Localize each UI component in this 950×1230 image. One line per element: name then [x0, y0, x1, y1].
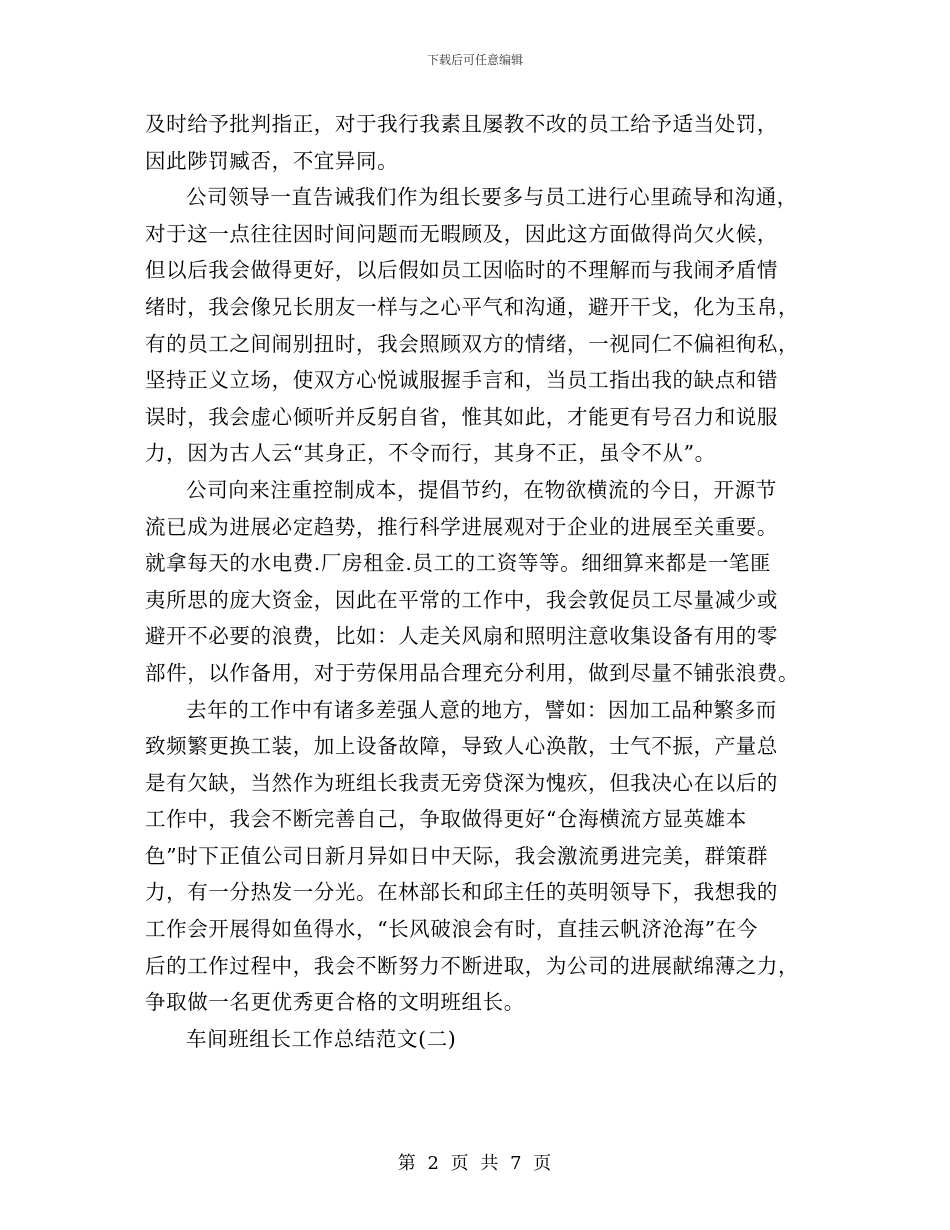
text-line: 色”时下正值公司日新月异如日中天际，我会激流勇进完美，群策群	[145, 843, 768, 868]
paragraph-start-line: 公司向来注重控制成本，提倡节约，在物欲横流的今日，开源节	[186, 477, 777, 502]
text-line: 力，有一分热发一分光。在林部长和邱主任的英明领导下，我想我的	[145, 880, 778, 905]
page-number: 第 2 页 共 7 页	[397, 1153, 553, 1174]
text-line: 是有欠缺，当然作为班组长我责无旁贷深为愧疚，但我决心在以后的	[145, 770, 778, 795]
paragraph-start-line: 去年的工作中有诸多差强人意的地方，譬如：因加工品种繁多而	[186, 697, 777, 722]
text-line: 对于这一点往往因时间问题而无暇顾及，因此这方面做得尚欠火候，	[145, 221, 778, 246]
text-line: 绪时，我会像兄长朋友一样与之心平气和沟通，避开干戈，化为玉帛，	[145, 294, 800, 319]
section-heading: 车间班组长工作总结范文(二)	[186, 1026, 457, 1051]
text-line: 致频繁更换工装，加上设备故障，导致人心涣散，士气不振，产量总	[145, 734, 778, 759]
page-header: 下载后可任意编辑	[426, 53, 523, 67]
text-line: 力，因为古人云“其身正，不令而行，其身不正，虽令不从”。	[145, 441, 716, 466]
text-line: 因此陟罚臧否，不宜异同。	[145, 148, 399, 173]
text-line: 有的员工之间闹别扭时，我会照顾双方的情绪，一视同仁不偏袒徇私，	[145, 331, 800, 356]
text-line: 部件，以作备用，对于劳保用品合理充分利用，做到尽量不铺张浪费。	[145, 660, 800, 685]
text-line: 争取做一名更优秀更合格的文明班组长。	[145, 990, 525, 1015]
text-line: 后的工作过程中，我会不断努力不断进取，为公司的进展献绵薄之力，	[145, 953, 800, 978]
text-line: 工作中，我会不断完善自己，争取做得更好“仓海横流方显英雄本	[145, 807, 747, 832]
text-line: 误时，我会虚心倾听并反躬自省，惟其如此，才能更有号召力和说服	[145, 404, 778, 429]
text-line: 就拿每天的水电费.厂房租金.员工的工资等等。细细算来都是一笔匪	[145, 551, 772, 576]
text-line: 坚持正义立场，使双方心悦诚服握手言和，当员工指出我的缺点和错	[145, 368, 778, 393]
text-line: 及时给予批判指正，对于我行我素且屡教不改的员工给予适当处罚，	[145, 112, 778, 136]
text-line: 夷所思的庞大资金，因此在平常的工作中，我会敦促员工尽量减少或	[145, 587, 778, 612]
text-line: 流已成为进展必定趋势，推行科学进展观对于企业的进展至关重要。	[145, 514, 778, 539]
text-line: 但以后我会做得更好，以后假如员工因临时的不理解而与我闹矛盾情	[145, 258, 778, 283]
document-body	[145, 106, 815, 1057]
text-line: 避开不必要的浪费，比如：人走关风扇和照明注意收集设备有用的零	[145, 624, 778, 649]
paragraph-start-line: 公司领导一直告诫我们作为组长要多与员工进行心里疏导和沟通，	[186, 185, 798, 210]
text-line: 工作会开展得如鱼得水，“长风破浪会有时，直挂云帆济沧海”在今	[145, 917, 758, 942]
